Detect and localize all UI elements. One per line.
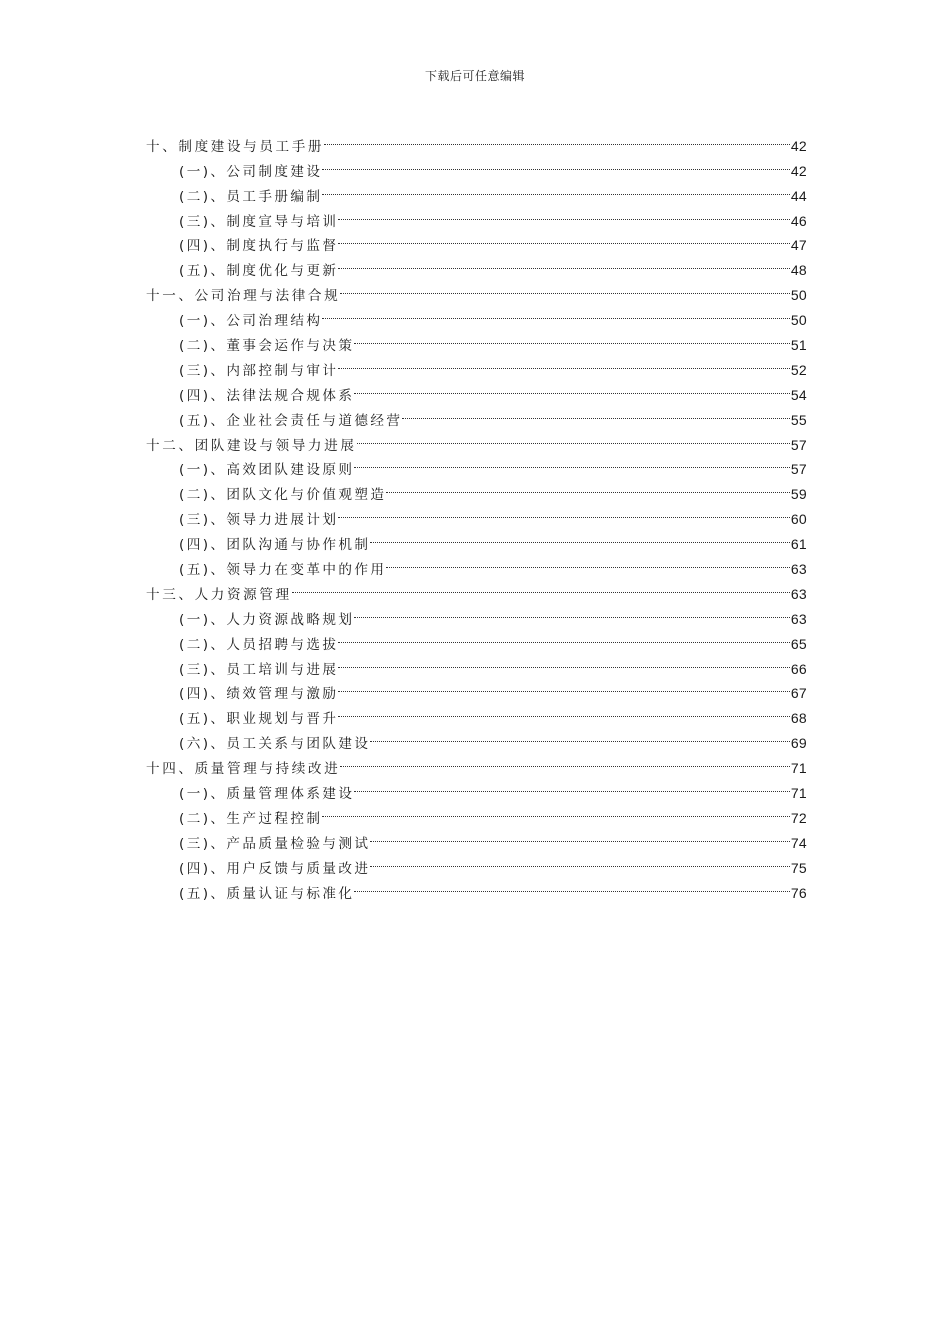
toc-page-number: 44	[790, 187, 807, 204]
toc-dot-leader	[354, 375, 789, 400]
toc-entry-title: (二)、员工手册编制	[179, 188, 323, 205]
toc-entry-title: (三)、内部控制与审计	[179, 362, 339, 379]
toc-dot-leader	[338, 649, 789, 674]
toc-entry-title: 十一、公司治理与法律合规	[146, 288, 341, 305]
toc-entry-title: (四)、制度执行与监督	[179, 238, 339, 255]
toc-dot-leader	[370, 723, 789, 748]
toc-entry-title: (二)、生产过程控制	[179, 810, 323, 827]
toc-dot-leader	[354, 325, 789, 350]
toc-dot-leader	[370, 524, 789, 549]
toc-page-number: 67	[790, 685, 807, 702]
toc-dot-leader	[322, 176, 789, 201]
toc-page-number: 75	[790, 859, 807, 876]
toc-page-number: 50	[790, 312, 807, 329]
toc-dot-leader	[402, 400, 789, 425]
toc-entry-title: (一)、人力资源战略规划	[179, 611, 355, 628]
toc-page-number: 46	[790, 212, 807, 229]
toc-dot-leader	[338, 226, 789, 251]
toc-page-number: 42	[790, 162, 807, 179]
toc-page-number: 51	[790, 337, 807, 354]
toc-dot-leader	[340, 748, 789, 773]
toc-entry-title: 十、制度建设与员工手册	[146, 138, 325, 155]
toc-entry-title: (五)、职业规划与晋升	[179, 711, 339, 728]
table-of-contents	[146, 126, 807, 902]
toc-dot-leader	[354, 773, 789, 798]
toc-dot-leader	[340, 275, 789, 300]
toc-entry-title: (五)、制度优化与更新	[179, 263, 339, 280]
toc-dot-leader	[357, 425, 790, 450]
toc-entry-title: (四)、用户反馈与质量改进	[179, 860, 371, 877]
toc-page-number: 74	[790, 834, 807, 851]
toc-page-number: 63	[790, 610, 807, 627]
toc-dot-leader	[354, 599, 789, 624]
toc-entry-title: (一)、公司制度建设	[179, 163, 323, 180]
toc-page-number: 52	[790, 361, 807, 378]
toc-entry-title: (一)、公司治理结构	[179, 313, 323, 330]
toc-entry-title: (二)、董事会运作与决策	[179, 338, 355, 355]
toc-page-number: 76	[790, 884, 807, 901]
toc-page-number: 72	[790, 809, 807, 826]
toc-entry-title: (三)、制度宣导与培训	[179, 213, 339, 230]
toc-entry-title: (一)、质量管理体系建设	[179, 786, 355, 803]
toc-page-number: 69	[790, 735, 807, 752]
toc-entry-title: (四)、绩效管理与激励	[179, 686, 339, 703]
toc-entry-title: (二)、团队文化与价值观塑造	[179, 487, 387, 504]
toc-page-number: 50	[790, 287, 807, 304]
toc-dot-leader	[324, 126, 790, 151]
toc-dot-leader	[338, 624, 789, 649]
toc-entry-title: (六)、员工关系与团队建设	[179, 736, 371, 753]
toc-dot-leader	[292, 574, 790, 599]
toc-dot-leader	[370, 848, 789, 873]
toc-entry-title: (五)、领导力在变革中的作用	[179, 562, 387, 579]
toc-entry-title: (五)、企业社会责任与道德经营	[179, 412, 403, 429]
toc-entry-title: (二)、人员招聘与选拔	[179, 636, 339, 653]
toc-dot-leader	[386, 549, 789, 574]
toc-page-number: 68	[790, 710, 807, 727]
toc-entry-title: (四)、团队沟通与协作机制	[179, 537, 371, 554]
toc-page-number: 48	[790, 262, 807, 279]
toc-page-number: 63	[790, 585, 807, 602]
toc-page-number: 71	[790, 785, 807, 802]
toc-entry-title: 十二、团队建设与领导力进展	[146, 437, 357, 454]
toc-dot-leader	[338, 250, 789, 275]
toc-entry-title: (三)、员工培训与进展	[179, 661, 339, 678]
page-header: 下载后可任意编辑	[424, 69, 525, 83]
toc-dot-leader	[338, 698, 789, 723]
toc-chapter-entry[interactable]	[146, 126, 807, 155]
toc-dot-leader	[338, 201, 789, 226]
toc-entry-title: 十三、人力资源管理	[146, 586, 292, 603]
toc-page-number: 42	[790, 137, 807, 154]
toc-entry-title: (三)、产品质量检验与测试	[179, 835, 371, 852]
toc-page-number: 65	[790, 635, 807, 652]
toc-page-number: 66	[790, 660, 807, 677]
toc-entry-title: (三)、领导力进展计划	[179, 512, 339, 529]
toc-page-number: 59	[790, 486, 807, 503]
toc-dot-leader	[338, 499, 789, 524]
toc-page-number: 63	[790, 561, 807, 578]
toc-dot-leader	[322, 151, 789, 176]
toc-dot-leader	[338, 674, 789, 699]
toc-dot-leader	[386, 474, 789, 499]
toc-page-number: 60	[790, 511, 807, 528]
toc-dot-leader	[370, 823, 789, 848]
toc-page-number: 71	[790, 760, 807, 777]
toc-entry-title: (一)、高效团队建设原则	[179, 462, 355, 479]
toc-page-number: 61	[790, 536, 807, 553]
toc-dot-leader	[354, 873, 789, 898]
toc-page-number: 57	[790, 436, 807, 453]
toc-page-number: 47	[790, 237, 807, 254]
toc-page-number: 55	[790, 411, 807, 428]
toc-page-number: 54	[790, 386, 807, 403]
toc-entry-title: (四)、法律法规合规体系	[179, 387, 355, 404]
toc-dot-leader	[322, 798, 789, 823]
toc-entry-title: 十四、质量管理与持续改进	[146, 761, 341, 778]
toc-dot-leader	[322, 300, 789, 325]
toc-dot-leader	[354, 450, 789, 475]
toc-entry-title: (五)、质量认证与标准化	[179, 885, 355, 902]
toc-dot-leader	[338, 350, 789, 375]
toc-page-number: 57	[790, 461, 807, 478]
